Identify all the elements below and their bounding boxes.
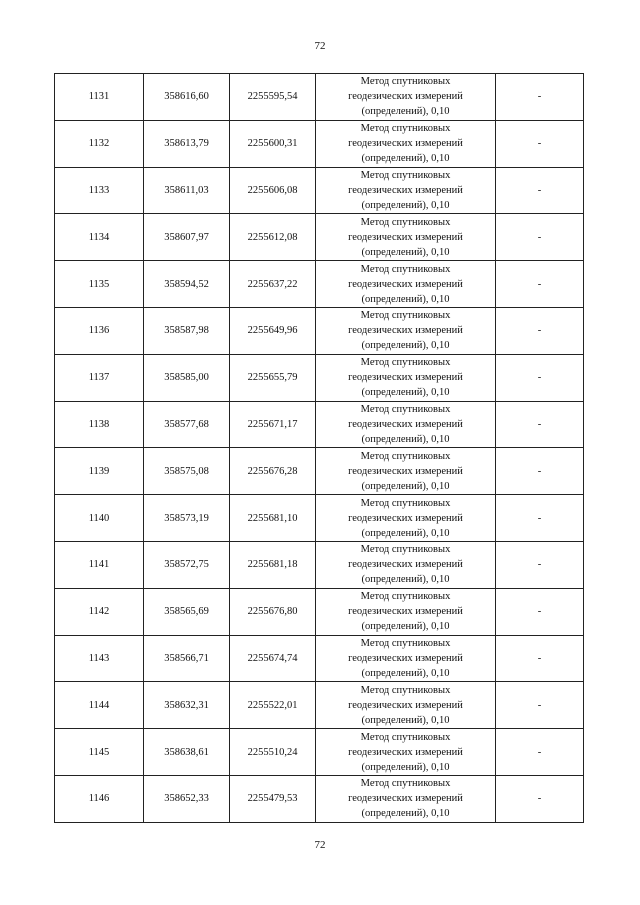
point-number-cell: 1131	[55, 74, 144, 121]
method-line: Метод спутниковых	[360, 263, 451, 275]
method-line: Метод спутниковых	[360, 123, 451, 135]
page-number-bottom: 72	[314, 839, 326, 851]
table-row	[55, 448, 584, 495]
table-row	[55, 261, 584, 308]
x-coordinate-cell: 358638,61	[144, 729, 230, 776]
method-line: (определений), 0,10	[361, 667, 450, 679]
method-line: (определений), 0,10	[361, 106, 450, 118]
description-cell: -	[496, 401, 584, 448]
point-number-cell: 1140	[55, 495, 144, 542]
x-coordinate-cell: 358607,97	[144, 214, 230, 261]
method-line: Метод спутниковых	[360, 310, 451, 322]
y-coordinate-cell: 2255676,28	[230, 448, 316, 495]
table-row	[55, 167, 584, 214]
x-coordinate-cell: 358652,33	[144, 775, 230, 822]
table-row	[55, 307, 584, 354]
method-line: геодезических измерений	[348, 559, 463, 571]
y-coordinate-cell: 2255681,10	[230, 495, 316, 542]
y-coordinate-cell: 2255510,24	[230, 729, 316, 776]
method-line: Метод спутниковых	[360, 591, 451, 603]
x-coordinate-cell: 358587,98	[144, 307, 230, 354]
y-coordinate-cell: 2255671,17	[230, 401, 316, 448]
method-line: (определений), 0,10	[361, 199, 450, 211]
x-coordinate-cell: 358565,69	[144, 588, 230, 635]
method-line: Метод спутниковых	[360, 544, 451, 556]
point-number-cell: 1142	[55, 588, 144, 635]
method-line: (определений), 0,10	[361, 574, 450, 586]
y-coordinate-cell: 2255649,96	[230, 307, 316, 354]
description-cell: -	[496, 354, 584, 401]
point-number-cell: 1146	[55, 775, 144, 822]
method-cell	[316, 74, 496, 121]
method-line: Метод спутниковых	[360, 450, 451, 462]
method-line: Метод спутниковых	[360, 357, 451, 369]
table-row	[55, 729, 584, 776]
method-cell	[316, 588, 496, 635]
description-cell: -	[496, 214, 584, 261]
x-coordinate-cell: 358611,03	[144, 167, 230, 214]
method-line: геодезических измерений	[348, 138, 463, 150]
method-cell	[316, 214, 496, 261]
y-coordinate-cell: 2255674,74	[230, 635, 316, 682]
description-cell: -	[496, 495, 584, 542]
description-cell: -	[496, 167, 584, 214]
description-cell: -	[496, 120, 584, 167]
method-line: геодезических измерений	[348, 325, 463, 337]
y-coordinate-cell: 2255595,54	[230, 74, 316, 121]
method-line: геодезических измерений	[348, 184, 463, 196]
method-line: (определений), 0,10	[361, 761, 450, 773]
point-number-cell: 1135	[55, 261, 144, 308]
method-cell	[316, 682, 496, 729]
method-line: (определений), 0,10	[361, 246, 450, 258]
x-coordinate-cell: 358573,19	[144, 495, 230, 542]
method-line: (определений), 0,10	[361, 153, 450, 165]
point-number-cell: 1144	[55, 682, 144, 729]
description-cell: -	[496, 682, 584, 729]
description-cell: -	[496, 261, 584, 308]
table-row	[55, 588, 584, 635]
method-cell	[316, 120, 496, 167]
method-line: (определений), 0,10	[361, 433, 450, 445]
x-coordinate-cell: 358572,75	[144, 541, 230, 588]
point-number-cell: 1134	[55, 214, 144, 261]
method-cell	[316, 635, 496, 682]
method-line: геодезических измерений	[348, 372, 463, 384]
method-cell	[316, 167, 496, 214]
point-number-cell: 1141	[55, 541, 144, 588]
method-line: геодезических измерений	[348, 231, 463, 243]
point-number-cell: 1143	[55, 635, 144, 682]
point-number-cell: 1133	[55, 167, 144, 214]
x-coordinate-cell: 358577,68	[144, 401, 230, 448]
y-coordinate-cell: 2255637,22	[230, 261, 316, 308]
description-cell: -	[496, 307, 584, 354]
method-cell	[316, 729, 496, 776]
method-line: (определений), 0,10	[361, 527, 450, 539]
point-number-cell: 1138	[55, 401, 144, 448]
method-line: геодезических измерений	[348, 418, 463, 430]
x-coordinate-cell: 358566,71	[144, 635, 230, 682]
point-number-cell: 1139	[55, 448, 144, 495]
page-number-top: 72	[314, 40, 326, 52]
x-coordinate-cell: 358594,52	[144, 261, 230, 308]
table-row	[55, 682, 584, 729]
table-body	[55, 74, 584, 823]
x-coordinate-cell: 358632,31	[144, 682, 230, 729]
method-cell	[316, 307, 496, 354]
table-row	[55, 775, 584, 822]
method-line: Метод спутниковых	[360, 76, 451, 88]
method-line: Метод спутниковых	[360, 169, 451, 181]
method-line: (определений), 0,10	[361, 714, 450, 726]
x-coordinate-cell: 358575,08	[144, 448, 230, 495]
x-coordinate-cell: 358616,60	[144, 74, 230, 121]
method-line: (определений), 0,10	[361, 340, 450, 352]
method-cell	[316, 448, 496, 495]
x-coordinate-cell: 358585,00	[144, 354, 230, 401]
table-row	[55, 635, 584, 682]
point-number-cell: 1132	[55, 120, 144, 167]
method-line: Метод спутниковых	[360, 497, 451, 509]
method-line: Метод спутниковых	[360, 637, 451, 649]
description-cell: -	[496, 74, 584, 121]
table-row	[55, 495, 584, 542]
method-line: Метод спутниковых	[360, 684, 451, 696]
y-coordinate-cell: 2255479,53	[230, 775, 316, 822]
y-coordinate-cell: 2255676,80	[230, 588, 316, 635]
method-line: Метод спутниковых	[360, 216, 451, 228]
description-cell: -	[496, 775, 584, 822]
method-cell	[316, 775, 496, 822]
point-number-cell: 1136	[55, 307, 144, 354]
method-cell	[316, 401, 496, 448]
method-cell	[316, 541, 496, 588]
method-line: геодезических измерений	[348, 699, 463, 711]
method-line: (определений), 0,10	[361, 293, 450, 305]
method-line: Метод спутниковых	[360, 731, 451, 743]
coordinates-table	[54, 73, 584, 823]
description-cell: -	[496, 729, 584, 776]
table-row	[55, 120, 584, 167]
method-line: Метод спутниковых	[360, 403, 451, 415]
description-cell: -	[496, 635, 584, 682]
description-cell: -	[496, 588, 584, 635]
y-coordinate-cell: 2255522,01	[230, 682, 316, 729]
method-line: (определений), 0,10	[361, 621, 450, 633]
y-coordinate-cell: 2255681,18	[230, 541, 316, 588]
method-line: геодезических измерений	[348, 793, 463, 805]
method-line: геодезических измерений	[348, 652, 463, 664]
method-line: геодезических измерений	[348, 278, 463, 290]
point-number-cell: 1137	[55, 354, 144, 401]
method-line: Метод спутниковых	[360, 778, 451, 790]
method-line: (определений), 0,10	[361, 480, 450, 492]
x-coordinate-cell: 358613,79	[144, 120, 230, 167]
y-coordinate-cell: 2255606,08	[230, 167, 316, 214]
table-row	[55, 401, 584, 448]
table-row	[55, 354, 584, 401]
y-coordinate-cell: 2255655,79	[230, 354, 316, 401]
method-line: геодезических измерений	[348, 746, 463, 758]
description-cell: -	[496, 541, 584, 588]
description-cell: -	[496, 448, 584, 495]
y-coordinate-cell: 2255612,08	[230, 214, 316, 261]
table-row	[55, 541, 584, 588]
method-cell	[316, 495, 496, 542]
y-coordinate-cell: 2255600,31	[230, 120, 316, 167]
method-line: геодезических измерений	[348, 91, 463, 103]
table-row	[55, 74, 584, 121]
table-row	[55, 214, 584, 261]
method-line: геодезических измерений	[348, 512, 463, 524]
method-line: (определений), 0,10	[361, 387, 450, 399]
method-cell	[316, 261, 496, 308]
method-line: геодезических измерений	[348, 606, 463, 618]
method-line: (определений), 0,10	[361, 808, 450, 820]
point-number-cell: 1145	[55, 729, 144, 776]
method-cell	[316, 354, 496, 401]
method-line: геодезических измерений	[348, 465, 463, 477]
